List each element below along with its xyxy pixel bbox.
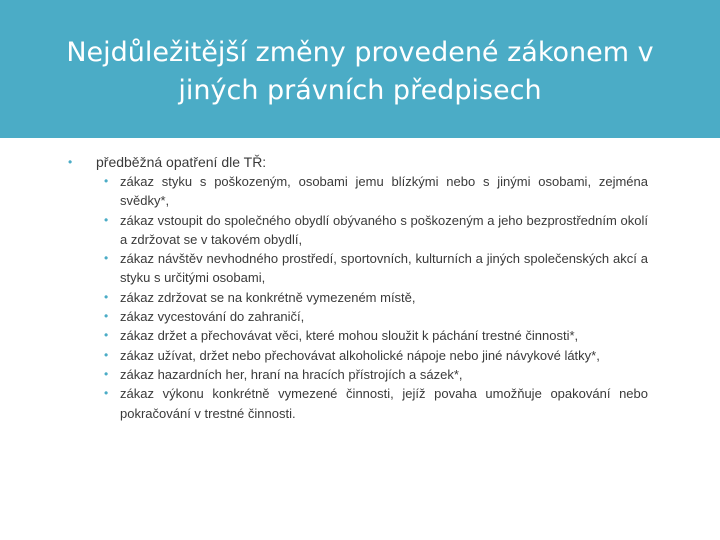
sub-list-item	[68, 365, 648, 384]
bullet-icon: •	[104, 328, 109, 343]
bullet-icon: •	[104, 289, 109, 304]
bullet-icon: •	[68, 155, 73, 169]
slide-title: Nejdůležitější změny provedené zákonem v jiných právních předpisech	[66, 37, 654, 106]
bullet-icon: •	[104, 174, 109, 188]
sub-item-text: zákaz vycestování do zahraničí,	[120, 309, 305, 325]
bullet-icon: •	[104, 212, 109, 227]
sub-item-text: zákaz výkonu konkrétně vymezené činnosti, jejíž povaha umožňuje opakování nebo pokračování v trestné činnosti.	[120, 386, 648, 421]
sub-item-text: zákaz držet a přechovávat věci, které mohou sloužit k páchání trestné činnosti*,	[120, 328, 579, 344]
bullet-icon: •	[104, 386, 109, 401]
sub-item-text: zákaz zdržovat se na konkrétně vymezeném místě,	[120, 289, 416, 305]
sub-list-item	[68, 384, 648, 423]
sub-list-item	[68, 288, 648, 307]
bullet-icon: •	[104, 251, 109, 266]
slide-content	[68, 153, 648, 423]
bullet-icon: •	[104, 366, 109, 381]
sub-list-item	[68, 326, 648, 345]
sub-list-item	[68, 211, 648, 250]
sub-list-item	[68, 307, 648, 326]
main-item-text: předběžná opatření dle TŘ:	[96, 154, 267, 170]
sub-item-text: zákaz užívat, držet nebo přechovávat alkoholické nápoje nebo jiné návykové látky*,	[120, 347, 600, 363]
sub-list-item	[68, 172, 648, 211]
sub-item-text: zákaz styku s poškozeným, osobami jemu blízkými nebo s jinými osobami, zejména svědky*,	[120, 174, 648, 209]
bullet-icon: •	[104, 309, 109, 324]
sub-item-text: zákaz hazardních her, hraní na hracích přístrojích a sázek*,	[120, 366, 463, 382]
sub-bullet-list	[68, 172, 648, 423]
title-banner	[0, 0, 720, 138]
main-bullet-item	[68, 153, 648, 172]
sub-list-item	[68, 249, 648, 288]
bullet-icon: •	[104, 347, 109, 362]
sub-list-item	[68, 346, 648, 365]
sub-item-text: zákaz návštěv nevhodného prostředí, sportovních, kulturních a jiných společenských akcí a styku s určitými osobami,	[120, 251, 648, 286]
sub-item-text: zákaz vstoupit do společného obydlí obývaného s poškozeným a jeho bezprostředním okolí a zdržovat se v takovém obydlí,	[120, 212, 648, 247]
